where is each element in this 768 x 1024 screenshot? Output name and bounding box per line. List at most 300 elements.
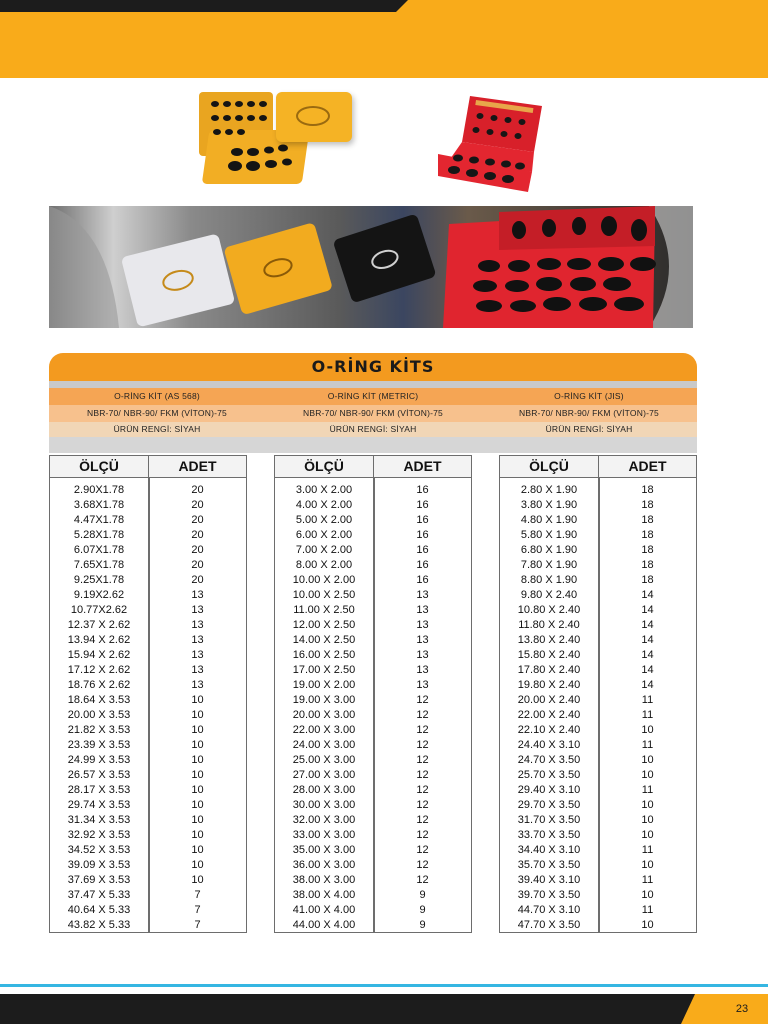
product-banner-image [49, 206, 693, 328]
qty-cell: 12 [416, 739, 429, 751]
qty-cell: 10 [641, 919, 654, 931]
size-cell: 18.64 X 3.53 [67, 694, 131, 706]
table-row [500, 798, 696, 813]
size-cell: 44.00 X 4.00 [292, 919, 356, 931]
kit-name-metric: O-RİNG KİT (METRIC) [327, 391, 419, 401]
qty-cell: 10 [641, 769, 654, 781]
size-cell: 22.10 X 2.40 [517, 724, 581, 736]
size-cell: 44.70 X 3.10 [517, 904, 581, 916]
table-row [500, 708, 696, 723]
table-row [500, 918, 696, 933]
size-cell: 37.69 X 3.53 [67, 874, 131, 886]
size-cell: 33.00 X 3.00 [292, 829, 356, 841]
size-cell: 36.00 X 3.00 [292, 859, 356, 871]
size-cell: 10.80 X 2.40 [517, 604, 581, 616]
qty-cell: 16 [416, 529, 429, 541]
table-row [275, 483, 471, 498]
size-cell: 19.00 X 2.00 [292, 679, 356, 691]
qty-cell: 10 [641, 799, 654, 811]
table-row [500, 738, 696, 753]
size-cell: 31.70 X 3.50 [517, 814, 581, 826]
qty-cell: 16 [416, 499, 429, 511]
table-row [50, 873, 246, 888]
table-row [275, 768, 471, 783]
table-row [50, 903, 246, 918]
qty-cell: 12 [416, 694, 429, 706]
table-row [275, 678, 471, 693]
qty-cell: 20 [191, 514, 204, 526]
size-cell: 18.76 X 2.62 [67, 679, 131, 691]
table-row [275, 633, 471, 648]
size-cell: 17.80 X 2.40 [517, 664, 581, 676]
table-row [275, 648, 471, 663]
size-cell: 43.82 X 5.33 [67, 919, 131, 931]
table-row [275, 573, 471, 588]
size-cell: 19.80 X 2.40 [517, 679, 581, 691]
size-cell: 33.70 X 3.50 [517, 829, 581, 841]
table-row [50, 528, 246, 543]
size-cell: 34.40 X 3.10 [517, 844, 581, 856]
table-row [275, 813, 471, 828]
size-cell: 16.00 X 2.50 [292, 649, 356, 661]
size-cell: 22.00 X 3.00 [292, 724, 356, 736]
table-row [50, 813, 246, 828]
qty-cell: 10 [191, 814, 204, 826]
qty-cell: 11 [641, 904, 654, 916]
yellow-kit-lid-image [276, 92, 352, 142]
table-row [500, 543, 696, 558]
table-row [50, 828, 246, 843]
size-cell: 9.80 X 2.40 [520, 589, 578, 601]
qty-cell: 10 [641, 859, 654, 871]
size-cell: 17.00 X 2.50 [292, 664, 356, 676]
size-cell: 4.47X1.78 [73, 514, 125, 526]
column-header-size: ÖLÇÜ [50, 456, 149, 477]
table-row [50, 858, 246, 873]
table-row [275, 858, 471, 873]
size-cell: 26.57 X 3.53 [67, 769, 131, 781]
table-row [500, 903, 696, 918]
table-row [50, 633, 246, 648]
table-row [275, 498, 471, 513]
column-header-qty: ADET [628, 458, 667, 474]
size-cell: 38.00 X 4.00 [292, 889, 356, 901]
table-row [275, 513, 471, 528]
table-row [275, 543, 471, 558]
qty-cell: 10 [641, 829, 654, 841]
qty-cell: 10 [191, 874, 204, 886]
qty-cell: 20 [191, 559, 204, 571]
size-cell: 25.70 X 3.50 [517, 769, 581, 781]
table-row [275, 888, 471, 903]
table-row [50, 753, 246, 768]
qty-cell: 12 [416, 754, 429, 766]
table-row [500, 888, 696, 903]
table-row [500, 828, 696, 843]
qty-cell: 14 [641, 604, 654, 616]
table-row [275, 708, 471, 723]
table-row [500, 813, 696, 828]
table-row [500, 768, 696, 783]
size-cell: 9.25X1.78 [73, 574, 125, 586]
qty-cell: 13 [416, 679, 429, 691]
qty-cell: 11 [641, 874, 654, 886]
table-row [500, 663, 696, 678]
table-row [275, 663, 471, 678]
table-row [275, 528, 471, 543]
qty-cell: 12 [416, 799, 429, 811]
qty-cell: 10 [191, 769, 204, 781]
size-cell: 28.17 X 3.53 [67, 784, 131, 796]
qty-cell: 10 [191, 859, 204, 871]
qty-cell: 18 [641, 574, 654, 586]
table-row [275, 738, 471, 753]
size-cell: 31.34 X 3.53 [67, 814, 131, 826]
table-row [500, 873, 696, 888]
qty-cell: 18 [641, 484, 654, 496]
qty-cell: 20 [191, 499, 204, 511]
size-cell: 30.00 X 3.00 [292, 799, 356, 811]
table-row [500, 603, 696, 618]
size-cell: 3.80 X 1.90 [520, 499, 578, 511]
table-row [275, 618, 471, 633]
table-row [275, 723, 471, 738]
kit-color-jis: ÜRÜN RENGİ: SİYAH [545, 424, 633, 434]
red-kit-image [438, 96, 544, 194]
size-cell: 40.64 X 5.33 [67, 904, 131, 916]
table-body [500, 483, 696, 933]
table-row [500, 618, 696, 633]
table-row [275, 798, 471, 813]
qty-cell: 18 [641, 499, 654, 511]
qty-cell: 18 [641, 529, 654, 541]
qty-cell: 14 [641, 679, 654, 691]
qty-cell: 13 [191, 589, 204, 601]
table-row [50, 588, 246, 603]
qty-cell: 13 [191, 649, 204, 661]
size-table-as568 [49, 455, 247, 933]
qty-cell: 18 [641, 559, 654, 571]
qty-cell: 12 [416, 874, 429, 886]
size-cell: 38.00 X 3.00 [292, 874, 356, 886]
table-row [500, 678, 696, 693]
qty-cell: 14 [641, 649, 654, 661]
qty-cell: 16 [416, 544, 429, 556]
size-cell: 35.70 X 3.50 [517, 859, 581, 871]
table-row [500, 723, 696, 738]
table-row [500, 528, 696, 543]
qty-cell: 13 [416, 619, 429, 631]
table-row [50, 843, 246, 858]
size-cell: 2.90X1.78 [73, 484, 125, 496]
table-row [500, 648, 696, 663]
size-cell: 15.94 X 2.62 [67, 649, 131, 661]
size-cell: 5.28X1.78 [73, 529, 125, 541]
qty-cell: 7 [194, 904, 201, 916]
size-cell: 24.00 X 3.00 [292, 739, 356, 751]
table-row [275, 918, 471, 933]
qty-cell: 14 [641, 634, 654, 646]
qty-cell: 12 [416, 769, 429, 781]
qty-cell: 10 [641, 724, 654, 736]
size-cell: 4.80 X 1.90 [520, 514, 578, 526]
size-cell: 9.19X2.62 [73, 589, 125, 601]
table-row [500, 693, 696, 708]
size-cell: 12.37 X 2.62 [67, 619, 131, 631]
table-row [50, 663, 246, 678]
table-row [50, 693, 246, 708]
size-cell: 17.12 X 2.62 [67, 664, 131, 676]
size-cell: 32.92 X 3.53 [67, 829, 131, 841]
qty-cell: 9 [419, 904, 426, 916]
size-cell: 3.68X1.78 [73, 499, 125, 511]
size-cell: 19.00 X 3.00 [292, 694, 356, 706]
qty-cell: 9 [419, 919, 426, 931]
qty-cell: 16 [416, 559, 429, 571]
size-cell: 10.00 X 2.50 [292, 589, 356, 601]
size-cell: 29.40 X 3.10 [517, 784, 581, 796]
qty-cell: 10 [641, 814, 654, 826]
table-row [275, 753, 471, 768]
size-cell: 3.00 X 2.00 [295, 484, 353, 496]
page-number-tab-tip [681, 994, 695, 1024]
size-cell: 22.00 X 2.40 [517, 709, 581, 721]
table-header [275, 456, 471, 478]
size-cell: 12.00 X 2.50 [292, 619, 356, 631]
size-cell: 39.40 X 3.10 [517, 874, 581, 886]
table-row [50, 723, 246, 738]
table-row [50, 543, 246, 558]
table-header [500, 456, 696, 478]
qty-cell: 10 [191, 799, 204, 811]
size-cell: 32.00 X 3.00 [292, 814, 356, 826]
qty-cell: 13 [191, 604, 204, 616]
brand-logo-icon [296, 106, 330, 126]
size-cell: 20.00 X 3.53 [67, 709, 131, 721]
qty-cell: 10 [191, 754, 204, 766]
size-cell: 23.39 X 3.53 [67, 739, 131, 751]
table-row [500, 843, 696, 858]
size-cell: 25.00 X 3.00 [292, 754, 356, 766]
table-row [275, 873, 471, 888]
size-cell: 7.65X1.78 [73, 559, 125, 571]
column-header-size: ÖLÇÜ [500, 456, 599, 477]
size-table-jis [499, 455, 697, 933]
qty-cell: 12 [416, 784, 429, 796]
table-row [500, 753, 696, 768]
size-cell: 7.00 X 2.00 [295, 544, 353, 556]
table-row [500, 588, 696, 603]
table-row [500, 858, 696, 873]
qty-cell: 12 [416, 709, 429, 721]
table-row [500, 483, 696, 498]
qty-cell: 11 [641, 694, 654, 706]
table-row [50, 798, 246, 813]
kit-name-as568: O-RİNG KİT (AS 568) [114, 391, 200, 401]
size-cell: 24.70 X 3.50 [517, 754, 581, 766]
qty-cell: 10 [191, 829, 204, 841]
size-cell: 11.00 X 2.50 [293, 604, 355, 616]
size-cell: 39.70 X 3.50 [517, 889, 581, 901]
table-row [50, 573, 246, 588]
header-dark-bar [0, 0, 396, 12]
qty-cell: 7 [194, 919, 201, 931]
size-cell: 34.52 X 3.53 [67, 844, 131, 856]
size-cell: 5.00 X 2.00 [295, 514, 353, 526]
table-row [275, 603, 471, 618]
table-row [500, 513, 696, 528]
qty-cell: 12 [416, 814, 429, 826]
table-row [50, 918, 246, 933]
kit-color-as568: ÜRÜN RENGİ: SİYAH [113, 424, 201, 434]
page-number: 23 [735, 1003, 749, 1015]
size-cell: 6.07X1.78 [73, 544, 125, 556]
size-cell: 20.00 X 3.00 [292, 709, 356, 721]
table-row [50, 498, 246, 513]
qty-cell: 12 [416, 829, 429, 841]
size-cell: 11.80 X 2.40 [518, 619, 580, 631]
column-header-qty: ADET [403, 458, 442, 474]
qty-cell: 10 [191, 709, 204, 721]
table-row [275, 693, 471, 708]
size-cell: 4.00 X 2.00 [295, 499, 353, 511]
qty-cell: 20 [191, 484, 204, 496]
table-row [275, 843, 471, 858]
size-cell: 20.00 X 2.40 [517, 694, 581, 706]
qty-cell: 9 [419, 889, 426, 901]
qty-cell: 13 [416, 634, 429, 646]
qty-cell: 20 [191, 529, 204, 541]
qty-cell: 16 [416, 574, 429, 586]
page-title: O-RİNG KİTS [311, 357, 435, 376]
size-cell: 24.99 X 3.53 [67, 754, 131, 766]
column-header-size: ÖLÇÜ [275, 456, 374, 477]
table-row [50, 513, 246, 528]
qty-cell: 13 [191, 664, 204, 676]
column-header-qty: ADET [178, 458, 217, 474]
qty-cell: 13 [416, 589, 429, 601]
qty-cell: 13 [416, 664, 429, 676]
size-cell: 37.47 X 5.33 [67, 889, 131, 901]
table-body [50, 483, 246, 933]
size-cell: 21.82 X 3.53 [67, 724, 131, 736]
size-cell: 2.80 X 1.90 [520, 484, 578, 496]
header-dark-bar-tip [396, 0, 408, 12]
size-cell: 29.70 X 3.50 [517, 799, 581, 811]
size-cell: 15.80 X 2.40 [517, 649, 581, 661]
table-row [275, 903, 471, 918]
table-row [50, 888, 246, 903]
qty-cell: 11 [641, 709, 654, 721]
table-row [50, 768, 246, 783]
size-cell: 27.00 X 3.00 [292, 769, 356, 781]
table-row [500, 558, 696, 573]
qty-cell: 13 [416, 604, 429, 616]
size-cell: 10.77X2.62 [70, 604, 128, 616]
table-row [500, 783, 696, 798]
qty-cell: 10 [641, 754, 654, 766]
size-cell: 47.70 X 3.50 [517, 919, 581, 931]
size-cell: 14.00 X 2.50 [292, 634, 356, 646]
qty-cell: 20 [191, 544, 204, 556]
size-cell: 8.00 X 2.00 [295, 559, 353, 571]
kit-material-jis: NBR-70/ NBR-90/ FKM (VİTON)-75 [519, 408, 659, 418]
kit-color-metric: ÜRÜN RENGİ: SİYAH [329, 424, 417, 434]
size-cell: 10.00 X 2.00 [292, 574, 356, 586]
size-cell: 24.40 X 3.10 [517, 739, 581, 751]
qty-cell: 13 [191, 679, 204, 691]
qty-cell: 14 [641, 619, 654, 631]
footer-accent-line [0, 984, 768, 987]
table-row [500, 633, 696, 648]
kit-material-metric: NBR-70/ NBR-90/ FKM (VİTON)-75 [303, 408, 443, 418]
qty-cell: 13 [416, 649, 429, 661]
header-separator [49, 381, 697, 388]
qty-cell: 7 [194, 889, 201, 901]
table-row [50, 618, 246, 633]
size-cell: 13.94 X 2.62 [67, 634, 131, 646]
table-row [50, 483, 246, 498]
table-row [50, 648, 246, 663]
size-cell: 6.80 X 1.90 [520, 544, 578, 556]
table-row [275, 588, 471, 603]
table-row [500, 498, 696, 513]
size-cell: 8.80 X 1.90 [520, 574, 578, 586]
table-row [500, 573, 696, 588]
qty-cell: 10 [191, 739, 204, 751]
size-cell: 13.80 X 2.40 [517, 634, 581, 646]
size-cell: 35.00 X 3.00 [292, 844, 356, 856]
qty-cell: 11 [641, 739, 654, 751]
table-row [50, 738, 246, 753]
qty-cell: 14 [641, 664, 654, 676]
qty-cell: 10 [641, 889, 654, 901]
size-cell: 29.74 X 3.53 [67, 799, 131, 811]
table-row [50, 603, 246, 618]
table-row [50, 678, 246, 693]
qty-cell: 12 [416, 844, 429, 856]
qty-cell: 10 [191, 844, 204, 856]
qty-cell: 20 [191, 574, 204, 586]
size-cell: 6.00 X 2.00 [295, 529, 353, 541]
table-row [50, 708, 246, 723]
qty-cell: 16 [416, 514, 429, 526]
qty-cell: 12 [416, 859, 429, 871]
qty-cell: 11 [641, 784, 654, 796]
size-cell: 28.00 X 3.00 [292, 784, 356, 796]
table-header [50, 456, 246, 478]
qty-cell: 12 [416, 724, 429, 736]
size-cell: 39.09 X 3.53 [67, 859, 131, 871]
header-separator-bottom [49, 437, 697, 453]
size-table-metric [274, 455, 472, 933]
table-body [275, 483, 471, 933]
qty-cell: 10 [191, 784, 204, 796]
table-row [50, 558, 246, 573]
qty-cell: 14 [641, 589, 654, 601]
qty-cell: 16 [416, 484, 429, 496]
size-cell: 7.80 X 1.90 [520, 559, 578, 571]
table-row [275, 783, 471, 798]
qty-cell: 13 [191, 634, 204, 646]
table-row [275, 558, 471, 573]
table-row [275, 828, 471, 843]
qty-cell: 10 [191, 724, 204, 736]
qty-cell: 18 [641, 514, 654, 526]
kit-name-jis: O-RİNG KİT (JIS) [554, 391, 624, 401]
size-cell: 41.00 X 4.00 [292, 904, 356, 916]
qty-cell: 10 [191, 694, 204, 706]
